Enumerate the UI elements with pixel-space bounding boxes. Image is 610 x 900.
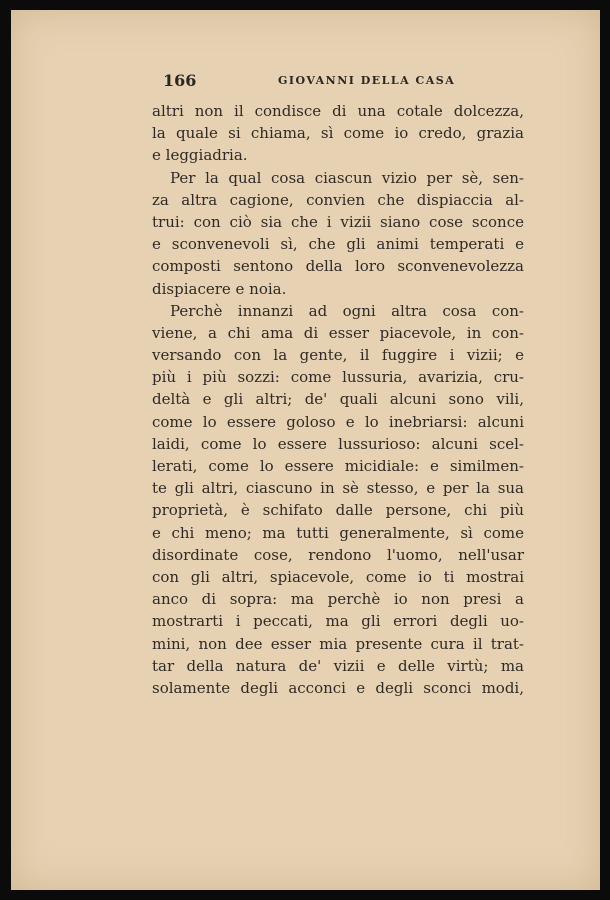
text-line: composti sentono della loro sconvenevolezza [152,257,524,276]
text-line: versando con la gente, il fuggire i vizii; e [152,346,524,365]
text-line: e chi meno; ma tutti generalmente, sì come [152,523,524,542]
text-line: solamente degli acconci e degli sconci modi, [152,678,524,697]
text-line: mini, non dee esser mia presente cura il trat- [152,634,524,653]
text-line: anco di sopra: ma perchè io non presi a [152,590,524,609]
page-header [163,71,533,93]
text-line: dispiacere e noia. [152,279,287,298]
text-line: za altra cagione, convien che dispiaccia al- [152,190,524,209]
text-line: te gli altri, ciascuno in sè stesso, e per la sua [152,479,524,498]
text-line: mostrarti i peccati, ma gli errori degli uo- [152,612,524,631]
text-line: tar della natura de' vizii e delle virtù; ma [152,656,524,675]
body-text [152,100,524,699]
text-line: viene, a chi ama di esser piacevole, in con- [152,323,524,342]
text-line: e sconvenevoli sì, che gli animi temperati e [152,235,524,254]
text-line: la quale si chiama, sì come io credo, grazia [152,124,524,143]
text-line: con gli altri, spiacevole, come io ti mostrai [152,567,524,586]
page-number: 166 [163,71,197,90]
text-line: altri non il condisce di una cotale dolcezza, [152,102,524,120]
text-line: Per la qual cosa ciascun vizio per sè, sen- [170,168,524,187]
text-line: deltà e gli altri; de' quali alcuni sono vili, [152,390,524,409]
text-line: laidi, come lo essere lussurioso: alcuni scel- [152,434,524,453]
text-line: Perchè innanzi ad ogni altra cosa con- [170,301,524,320]
running-title: GIOVANNI DELLA CASA [278,74,456,87]
text-line: disordinate cose, rendono l'uomo, nell'usar [152,545,524,564]
text-line: trui: con ciò sia che i vizii siano cose sconce [152,212,524,231]
text-line: e leggiadria. [152,146,248,165]
text-line: più i più sozzi: come lussuria, avarizia, cru- [152,368,524,387]
text-line: lerati, come lo essere micidiale: e similmen- [152,457,524,475]
text-line: come lo essere goloso e lo inebriarsi: alcuni [152,412,524,431]
text-line: proprietà, è schifato dalle persone, chi più [152,501,524,520]
